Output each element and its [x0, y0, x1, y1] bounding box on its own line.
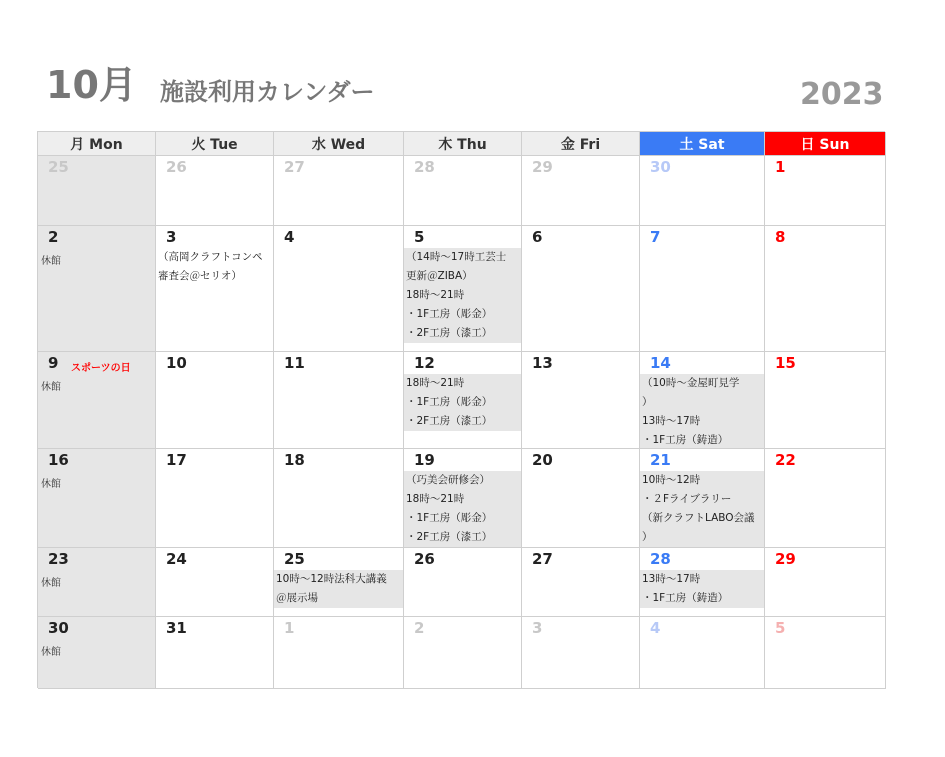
calendar-day-cell — [765, 156, 886, 226]
event-line: 更新＠ZIBA） — [406, 270, 473, 282]
calendar-year: 2023 — [800, 77, 884, 112]
event-line: （高岡クラフトコンペ — [158, 251, 263, 263]
event-line: 10時～12時法科大講義 — [276, 573, 387, 585]
day-number: 29 — [532, 158, 553, 176]
calendar-month-title: 10月 — [46, 63, 137, 107]
day-number: 4 — [650, 619, 661, 637]
day-number: 12 — [414, 354, 435, 372]
calendar-day-cell — [38, 156, 156, 226]
calendar-day-cell — [522, 548, 640, 617]
day-number: 25 — [48, 158, 69, 176]
calendar-day-cell — [640, 449, 765, 548]
day-number: 7 — [650, 228, 661, 246]
day-number: 24 — [166, 550, 187, 568]
calendar-day-cell — [522, 156, 640, 226]
day-number: 9 — [48, 354, 59, 372]
event-line: ・2F工房（漆工） — [406, 327, 493, 339]
calendar-day-cell — [765, 548, 886, 617]
closed-note: 休館 — [41, 256, 61, 267]
day-number: 23 — [48, 550, 69, 568]
closed-note: 休館 — [41, 578, 61, 589]
calendar-day-cell — [38, 226, 156, 352]
calendar-day-cell — [640, 156, 765, 226]
event-line: ・2F工房（漆工） — [406, 531, 493, 543]
day-number: 20 — [532, 451, 553, 469]
day-number: 16 — [48, 451, 69, 469]
calendar-day-cell — [274, 548, 404, 617]
event-line: 18時～21時 — [406, 289, 465, 301]
day-number: 18 — [284, 451, 305, 469]
calendar-day-cell — [274, 617, 404, 689]
day-number: 2 — [414, 619, 425, 637]
event-list — [404, 248, 521, 343]
day-number: 26 — [166, 158, 187, 176]
calendar-day-cell — [156, 617, 274, 689]
event-line: 10時～12時 — [642, 474, 701, 486]
calendar-day-cell — [640, 548, 765, 617]
day-number: 13 — [532, 354, 553, 372]
weekday-header-fri: 金 Fri — [522, 132, 640, 156]
calendar-day-cell — [640, 617, 765, 689]
calendar-day-cell — [522, 449, 640, 548]
day-number: 2 — [48, 228, 59, 246]
weekday-header-thu: 木 Thu — [404, 132, 522, 156]
day-number: 26 — [414, 550, 435, 568]
calendar-day-cell — [404, 548, 522, 617]
day-number: 19 — [414, 451, 435, 469]
event-line: 18時～21時 — [406, 493, 465, 505]
closed-note: 休館 — [41, 647, 61, 658]
calendar-day-cell — [274, 226, 404, 352]
event-line: ・1F工房（鋳造） — [642, 434, 729, 446]
calendar-day-cell — [156, 449, 274, 548]
event-list — [640, 374, 764, 449]
day-number: 11 — [284, 354, 305, 372]
event-line: 13時～17時 — [642, 415, 701, 427]
day-number: 28 — [650, 550, 671, 568]
day-number: 5 — [414, 228, 425, 246]
day-number: 17 — [166, 451, 187, 469]
event-line: ） — [642, 531, 653, 543]
day-number: 14 — [650, 354, 671, 372]
day-number: 31 — [166, 619, 187, 637]
weekday-header-mon: 月 Mon — [38, 132, 156, 156]
closed-note: 休館 — [41, 479, 61, 490]
day-number: 8 — [775, 228, 786, 246]
event-line: 18時～21時 — [406, 377, 465, 389]
day-number: 22 — [775, 451, 796, 469]
calendar-day-cell — [156, 352, 274, 449]
day-number: 30 — [48, 619, 69, 637]
day-number: 1 — [284, 619, 295, 637]
event-line: （14時～17時工芸士 — [406, 251, 507, 263]
calendar-day-cell — [38, 548, 156, 617]
day-number: 25 — [284, 550, 305, 568]
day-number: 27 — [532, 550, 553, 568]
day-number: 30 — [650, 158, 671, 176]
calendar-grid — [37, 131, 885, 688]
weekday-header-tue: 火 Tue — [156, 132, 274, 156]
event-list — [404, 471, 521, 547]
event-list — [156, 248, 273, 286]
calendar-day-cell — [640, 226, 765, 352]
calendar-day-cell — [640, 352, 765, 449]
calendar-day-cell — [522, 352, 640, 449]
day-number: 4 — [284, 228, 295, 246]
calendar-day-cell — [274, 449, 404, 548]
event-list — [404, 374, 521, 431]
weekday-header-sun: 日 Sun — [765, 132, 886, 156]
event-line: ＠展示場 — [276, 592, 318, 604]
day-number: 15 — [775, 354, 796, 372]
calendar-day-cell — [404, 352, 522, 449]
calendar-day-cell — [522, 226, 640, 352]
calendar-day-cell — [156, 156, 274, 226]
day-number: 5 — [775, 619, 786, 637]
calendar-title: 施設利用カレンダー — [160, 78, 375, 106]
event-line: ・2F工房（漆工） — [406, 415, 493, 427]
calendar-day-cell — [765, 352, 886, 449]
event-line: ・1F工房（彫金） — [406, 308, 493, 320]
event-line: （10時～金屋町見学 — [642, 377, 740, 389]
holiday-label: スポーツの日 — [71, 363, 131, 374]
calendar-day-cell — [274, 156, 404, 226]
day-number: 29 — [775, 550, 796, 568]
day-number: 10 — [166, 354, 187, 372]
event-list — [640, 471, 764, 547]
day-number: 21 — [650, 451, 671, 469]
day-number: 1 — [775, 158, 786, 176]
event-line: （新クラフトLABO会議 — [642, 512, 755, 524]
calendar-day-cell — [404, 617, 522, 689]
weekday-header-wed: 水 Wed — [274, 132, 404, 156]
calendar-day-cell — [404, 449, 522, 548]
calendar-day-cell — [765, 449, 886, 548]
event-list — [640, 570, 764, 608]
event-line: （巧美会研修会） — [406, 474, 490, 486]
event-line: ） — [642, 396, 653, 408]
day-number: 28 — [414, 158, 435, 176]
day-number: 27 — [284, 158, 305, 176]
calendar-day-cell — [522, 617, 640, 689]
event-line: 審査会＠セリオ） — [158, 270, 242, 282]
day-number: 3 — [166, 228, 177, 246]
closed-note: 休館 — [41, 382, 61, 393]
day-number: 6 — [532, 228, 543, 246]
calendar-day-cell — [274, 352, 404, 449]
calendar-day-cell — [38, 352, 156, 449]
event-line: ・２Fライブラリー — [642, 493, 732, 505]
event-line: ・1F工房（彫金） — [406, 512, 493, 524]
event-line: 13時～17時 — [642, 573, 701, 585]
calendar-day-cell — [38, 617, 156, 689]
calendar-day-cell — [765, 226, 886, 352]
event-list — [274, 570, 403, 608]
calendar-day-cell — [156, 226, 274, 352]
event-line: ・1F工房（鋳造） — [642, 592, 729, 604]
day-number: 3 — [532, 619, 543, 637]
calendar-day-cell — [38, 449, 156, 548]
calendar-day-cell — [156, 548, 274, 617]
calendar-day-cell — [404, 156, 522, 226]
weekday-header-sat: 土 Sat — [640, 132, 765, 156]
event-line: ・1F工房（彫金） — [406, 396, 493, 408]
calendar-day-cell — [404, 226, 522, 352]
calendar-day-cell — [765, 617, 886, 689]
